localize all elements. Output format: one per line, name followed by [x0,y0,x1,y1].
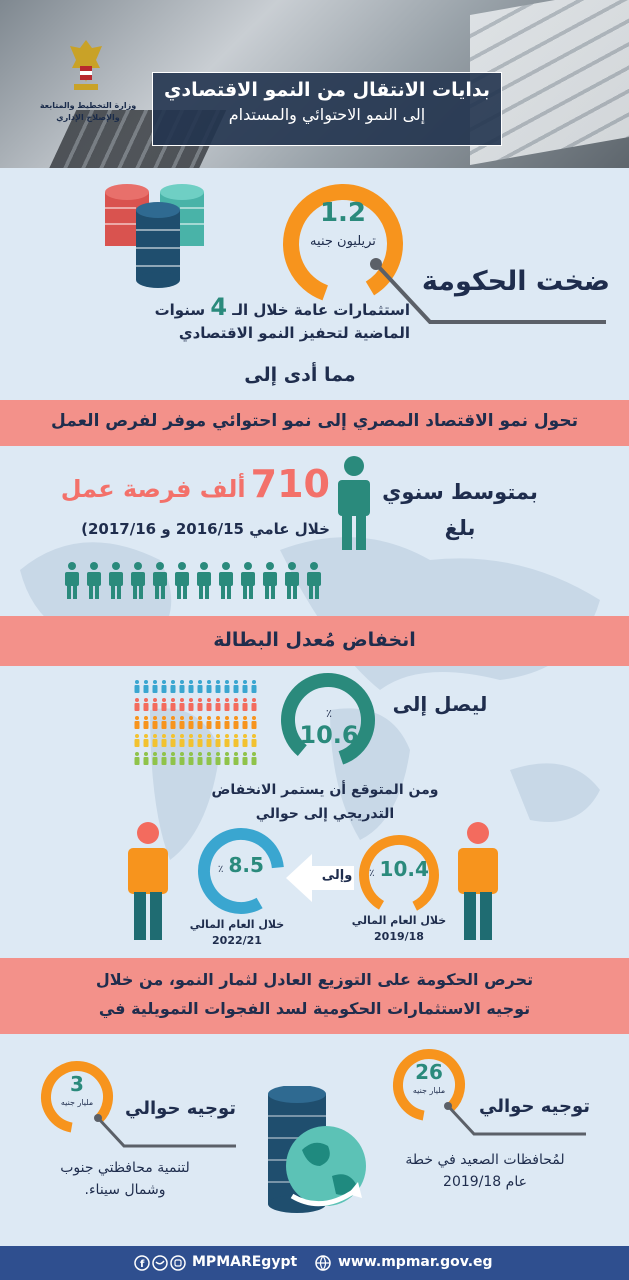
investment-unit: تريليون جنيه [310,234,376,249]
section1-desc-line2: الماضية لتحفيز النمو الاقتصادي [178,324,410,342]
section1-heading: ضخت الحكومة [421,266,610,297]
desc-num: 4 [210,293,228,321]
caption-2019-line1: خلال العام المالي [351,914,447,927]
band-1-text: تحول نمو الاقتصاد المصري إلى نمو احتوائي موفر لفرص العمل [51,411,578,431]
jobs-line [60,462,330,506]
investment-value: 1.2 [319,198,367,228]
section2-label-line1: بمتوسط سنوي [382,480,538,504]
person-icon-right [454,822,502,940]
person-icon-large [334,456,374,550]
forecast-value-2022 [206,853,276,877]
band-3-line1: تحرص الحكومة على التوزيع العادل لثمار النمو، من خلال [95,970,534,989]
ministry-logo [66,38,106,96]
value-26: 26 [415,1060,443,1084]
connector-label: وإلى [321,868,353,883]
band-3-line2: توجيه الاستثمارات الحكومية لسد الفجوات التمويلية في [98,999,531,1018]
unit-26: مليار جنيه [412,1086,446,1095]
desc-post: سنوات [154,301,206,319]
heading-26: توجيه حوالي [479,1096,590,1117]
footer-website[interactable]: www.mpmar.gov.eg [338,1254,493,1270]
heading-3: توجيه حوالي [125,1098,236,1119]
people-row [64,562,330,600]
desc-26-line2-text: عام 2019/18 [443,1174,527,1190]
person-icon-left [124,822,172,940]
band-2-text: انخفاض مُعدل البطالة [213,629,416,651]
crowd-icon-grid [134,680,264,766]
unemployment-unit: ٪ [326,707,332,720]
expect-line2: التدريجي إلى حوالي [255,806,395,822]
expect-line1: ومن المتوقع أن يستمر الانخفاض [211,782,439,798]
unit-3: مليار جنيه [60,1098,94,1107]
section1-desc-line1 [140,293,410,321]
globe-coins-icon [262,1086,372,1226]
forecast-number-2019: 10.4 [379,857,429,881]
caption-2022-line1: خلال العام المالي [189,918,285,931]
unemployment-value [294,702,364,749]
forecast-unit-2022: ٪ [218,864,224,875]
forecast-unit-2019: ٪ [369,868,375,879]
reach-label: ليصل إلى [392,692,488,716]
footer [0,1246,629,1280]
jobs-label: ألف فرصة عمل [60,475,246,503]
page-title: بدايات الانتقال من النمو الاقتصادي [163,79,491,101]
social-icons [134,1254,186,1272]
section2-label-line2: بلغ [444,516,476,540]
desc-3-line2: وشمال سيناء. [84,1182,166,1198]
unemployment-number: 10.6 [299,721,359,749]
desc-3-line1: لتنمية محافظتي جنوب [60,1160,190,1176]
forecast-number-2022: 8.5 [228,853,264,877]
caption-2022-line2: 2022/21 [212,934,262,947]
desc-pre: استثمارات عامة خلال الـ [232,301,410,319]
jobs-number: 710 [250,462,330,506]
page-subtitle: إلى النمو الاحتوائي والمستدام [228,105,426,124]
forecast-value-2019 [362,857,436,881]
result-label: مما أدى إلى [244,364,356,386]
jobs-period: خلال عامي 2016/15 و 2017/16) [81,520,330,538]
web-icon [314,1254,332,1272]
desc-26-line1: لمُحافظات الصعيد في خطة [405,1152,565,1168]
caption-2019-line2: 2019/18 [374,930,424,943]
title-box [152,72,502,146]
ministry-name: وزارة التخطيط والمتابعة والإصلاح الإداري [39,101,137,122]
svg-text:f: f [140,1259,145,1270]
coin-stacks-icon [100,178,210,290]
footer-handle[interactable]: MPMAREgypt [192,1254,298,1270]
value-3: 3 [70,1072,84,1096]
desc-26-line2 [380,1174,590,1190]
